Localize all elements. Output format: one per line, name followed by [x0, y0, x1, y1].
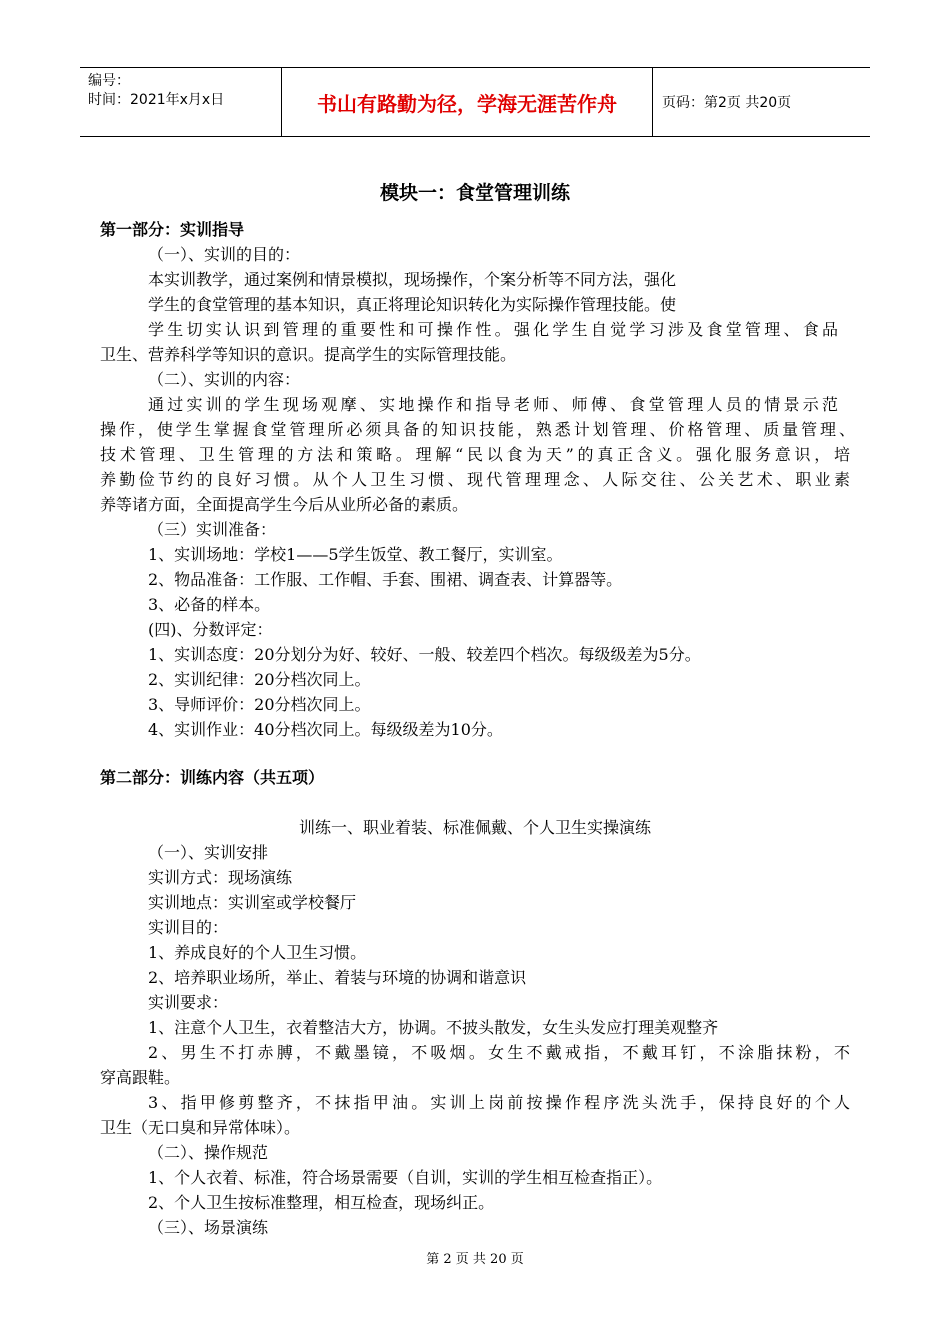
part2-heading: 第二部分：训练内容（共五项）: [100, 768, 325, 787]
header-meta: [80, 68, 280, 136]
list-item: 1、实训场地：学校1——5学生饭堂、教工餐厅，实训室。: [148, 545, 563, 564]
list-item: 2、培养职业场所，举止、着装与环境的协调和谐意识: [148, 968, 527, 987]
paragraph-line: 实训方式：现场演练: [148, 868, 293, 887]
list-item: 1、注意个人卫生，衣着整洁大方，协调。不披头散发，女生头发应打理美观整齐: [148, 1018, 719, 1037]
section-heading: （一）、实训的目的：: [148, 245, 301, 264]
list-item: 1、实训态度：20分划分为好、较好、一般、较差四个档次。每级级差为5分。: [148, 645, 701, 664]
list-item: 3、导师评价：20分档次同上。: [148, 695, 371, 714]
document-title: 模块一：食堂管理训练: [379, 182, 570, 204]
motto: 书山有路勤为径，学海无涯苦作舟: [281, 68, 653, 136]
list-item: 3、指甲修剪整齐，不抹指甲油。实训上岗前按操作程序洗头洗手，保持良好的个人: [148, 1093, 850, 1112]
section-heading: （三）实训准备：: [148, 520, 277, 539]
paragraph-line: 技术管理、卫生管理的方法和策略。理解“民以食为天”的真正含义。强化服务意识，培: [100, 445, 850, 464]
paragraph-line: 实训地点：实训室或学校餐厅: [148, 893, 357, 912]
training-title: 训练一、职业着装、标准佩戴、个人卫生实操演练: [298, 818, 651, 837]
list-item: 2、实训纪律：20分档次同上。: [148, 670, 371, 689]
paragraph-line: 本实训教学，通过案例和情景模拟，现场操作，个案分析等不同方法，强化: [148, 270, 677, 289]
part1-heading: 第一部分：实训指导: [100, 220, 245, 239]
paragraph-line: 学生的食堂管理的基本知识，真正将理论知识转化为实际操作管理技能。使: [148, 295, 677, 314]
section-heading: （二）、实训的内容：: [148, 370, 301, 389]
section-heading: （二）、操作规范: [148, 1143, 269, 1162]
paragraph-line: 养等诸方面，全面提高学生今后从业所必备的素质。: [100, 495, 469, 514]
list-item: 1、个人衣着、标准，符合场景需要（自训，实训的学生相互检查指正）。: [148, 1168, 663, 1187]
paragraph-line: 学生切实认识到管理的重要性和可操作性。强化学生自觉学习涉及食堂管理、食品: [148, 320, 838, 339]
paragraph-line: 实训要求：: [148, 993, 229, 1012]
page-footer: 第 2 页 共 20 页: [426, 1252, 524, 1267]
paragraph-line: 卫生、营养科学等知识的意识。提高学生的实际管理技能。: [100, 345, 517, 364]
section-heading: （一）、实训安排: [148, 843, 269, 862]
section-heading: （三）、场景演练: [148, 1218, 269, 1237]
page-info: 页码：第2页 共20页: [662, 95, 792, 111]
list-item: 3、必备的样本。: [148, 595, 271, 614]
list-item: 2、物品准备：工作服、工作帽、手套、围裙、调查表、计算器等。: [148, 570, 623, 589]
paragraph-line: 实训目的：: [148, 918, 229, 937]
list-item: 2、个人卫生按标准整理，相互检查，现场纠正。: [148, 1193, 495, 1212]
paragraph-line: 穿高跟鞋。: [100, 1068, 181, 1087]
date-label: 时间：2021年x月x日: [88, 92, 225, 108]
list-item: 2、男生不打赤膊，不戴墨镜，不吸烟。女生不戴戒指，不戴耳钉，不涂脂抹粉，不: [148, 1043, 850, 1062]
list-item: 4、实训作业：40分档次同上。每级级差为10分。: [148, 720, 503, 739]
paragraph-line: 操作，使学生掌握食堂管理所必须具备的知识技能，熟悉计划管理、价格管理、质量管理、: [100, 420, 855, 439]
section-heading: (四)、分数评定：: [148, 620, 273, 639]
list-item: 1、养成良好的个人卫生习惯。: [148, 943, 367, 962]
paragraph-line: 卫生（无口臭和异常体味）。: [100, 1118, 301, 1137]
paragraph-line: 通过实训的学生现场观摩、实地操作和指导老师、师傅、食堂管理人员的情景示范: [148, 395, 838, 414]
page-header: [80, 67, 870, 137]
paragraph-line: 养勤俭节约的良好习惯。从个人卫生习惯、现代管理理念、人际交往、公关艺术、职业素: [100, 470, 850, 489]
number-label: 编号：: [88, 73, 130, 89]
